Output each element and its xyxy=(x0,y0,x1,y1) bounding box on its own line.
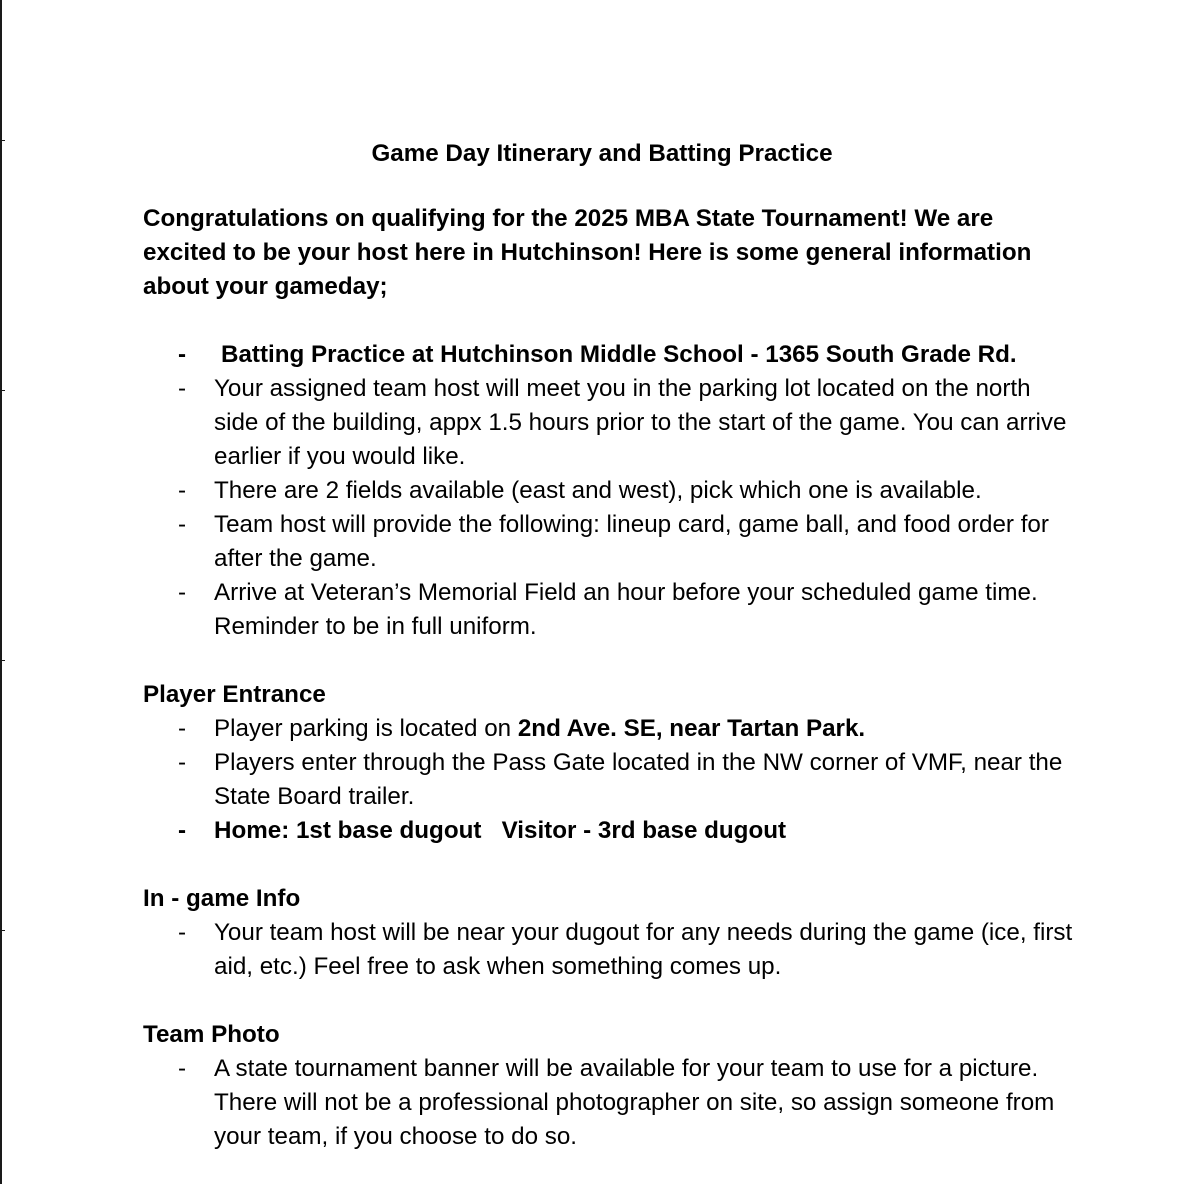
list-item-text: Players enter through the Pass Gate located in the NW corner of VMF, near the State Board trailer. xyxy=(214,749,1063,810)
player-entrance-list xyxy=(143,712,1103,848)
list-item xyxy=(143,746,1074,814)
list-item xyxy=(143,474,1074,508)
dash-bullet: - xyxy=(178,749,187,776)
list-item-text: A state tournament banner will be available for your team to use for a picture. There will not be a professional photographer on site, so assign someone from your team, if you choose to do so. xyxy=(214,1055,1055,1150)
dash-bullet: - xyxy=(178,1055,187,1082)
list-item xyxy=(143,1052,1074,1154)
player-entrance-heading: Player Entrance xyxy=(143,681,326,708)
edge-tick xyxy=(0,930,5,931)
list-item xyxy=(143,338,1081,372)
in-game-info-list xyxy=(143,916,1103,984)
parking-prefix-text: Player parking is located on xyxy=(214,715,518,742)
team-photo-heading: Team Photo xyxy=(143,1021,280,1048)
edge-tick xyxy=(0,390,5,391)
page-left-edge xyxy=(0,0,2,1184)
list-item-text: Your team host will be near your dugout for any needs during the game (ice, first aid, etc.) Feel free to ask when something comes up. xyxy=(214,919,1073,980)
dash-bullet: - xyxy=(178,715,187,742)
document-body xyxy=(143,137,1103,1154)
parking-location-text: 2nd Ave. SE, near Tartan Park. xyxy=(517,715,866,742)
dash-bullet: - xyxy=(178,511,187,538)
list-item xyxy=(143,814,1074,848)
list-item xyxy=(143,916,1074,984)
list-item-text: Your assigned team host will meet you in the parking lot located on the north side of the building, appx 1.5 hours prior to the start of the game. You can arrive earlier if you would like. xyxy=(214,375,1067,470)
list-item xyxy=(143,576,1074,644)
list-item xyxy=(143,372,1074,474)
batting-practice-list xyxy=(143,338,1103,644)
list-item-text: There are 2 fields available (east and west), pick which one is available. xyxy=(214,477,982,504)
dash-bullet: - xyxy=(178,375,187,402)
list-item-text: Team host will provide the following: lineup card, game ball, and food order for after the game. xyxy=(214,511,1049,572)
batting-location-text: Batting Practice at Hutchinson Middle School - 1365 South Grade Rd. xyxy=(221,341,1017,368)
list-item xyxy=(143,712,1074,746)
list-item-text: Arrive at Veteran’s Memorial Field an hour before your scheduled game time. Reminder to be in full uniform. xyxy=(214,579,1038,640)
dash-bullet: - xyxy=(178,477,187,504)
in-game-info-heading: In - game Info xyxy=(143,885,301,912)
intro-paragraph: Congratulations on qualifying for the 2025 MBA State Tournament! We are excited to be your host here in Hutchinson! Here is some general information about your gameday; xyxy=(143,205,1032,300)
edge-tick xyxy=(0,660,5,661)
dugout-assignment-text: Home: 1st base dugout Visitor - 3rd base dugout xyxy=(214,817,787,844)
team-photo-list xyxy=(143,1052,1103,1154)
list-item xyxy=(143,508,1074,576)
document-title: Game Day Itinerary and Batting Practice xyxy=(371,140,833,167)
edge-tick xyxy=(0,140,5,141)
dash-bullet: - xyxy=(178,579,187,606)
dash-bullet: - xyxy=(178,341,187,368)
dash-bullet: - xyxy=(178,919,187,946)
dash-bullet: - xyxy=(178,817,187,844)
